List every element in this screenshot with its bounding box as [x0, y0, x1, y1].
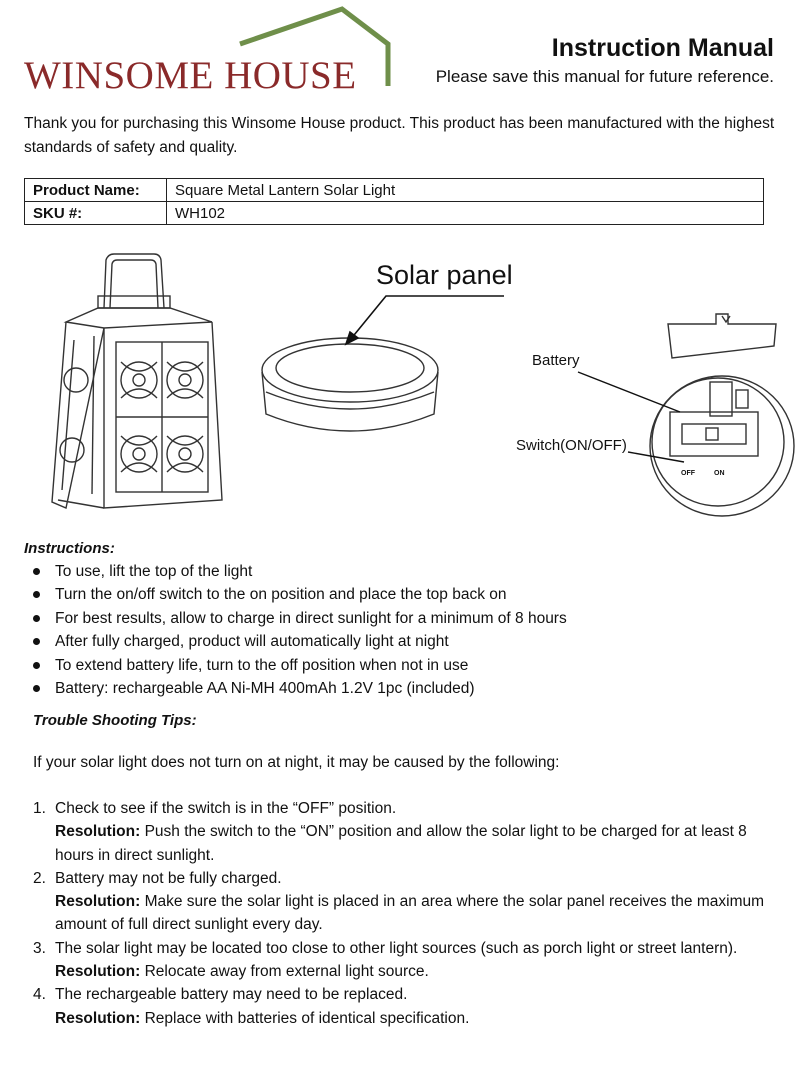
- list-item: Battery: rechargeable AA Ni-MH 400mAh 1.2V 1pc (included): [24, 677, 567, 700]
- trouble-tips-list: [33, 797, 773, 1030]
- list-item: To use, lift the top of the light: [24, 560, 567, 583]
- resolution-label: Resolution:: [55, 823, 141, 841]
- tip-resolution: [55, 820, 773, 867]
- switch-on-marking: ON: [714, 470, 725, 477]
- tip-problem: Check to see if the switch is in the “OFF” position.: [55, 800, 397, 817]
- resolution-label: Resolution:: [55, 963, 141, 981]
- switch-off-marking: OFF: [681, 470, 695, 477]
- tip-resolution: [55, 890, 773, 937]
- sku-label: SKU #:: [25, 202, 167, 225]
- solar-panel-pointer: [340, 290, 510, 346]
- resolution-label: Resolution:: [55, 893, 141, 911]
- product-info-table: [24, 178, 764, 225]
- product-name-label: Product Name:: [25, 179, 167, 202]
- intro-paragraph: Thank you for purchasing this Winsome House product. This product has been manufactured with the highest standards of safety and quality.: [24, 115, 775, 156]
- list-item: After fully charged, product will automatically light at night: [24, 630, 567, 653]
- tip-number: 4.: [33, 986, 46, 1004]
- tip-problem: Battery may not be fully charged.: [55, 869, 282, 887]
- page-subtitle: Please save this manual for future reference.: [435, 67, 774, 86]
- lantern-illustration: [44, 250, 234, 512]
- product-name-value: Square Metal Lantern Solar Light: [167, 179, 764, 202]
- list-item: To extend battery life, turn to the off position when not in use: [24, 654, 567, 677]
- resolution-text: Push the switch to the “ON” position and allow the solar light to be charged for at least 8 hours in direct sunlight.: [55, 823, 747, 864]
- page-title: Instruction Manual: [551, 34, 774, 62]
- resolution-label: Resolution:: [55, 1009, 141, 1027]
- brand-logo: [22, 6, 394, 97]
- tip-number: 3.: [33, 939, 46, 957]
- solar-panel-label: Solar panel: [376, 260, 513, 290]
- list-item: [33, 867, 773, 937]
- instructions-list: [24, 560, 567, 700]
- brand-name: WINSOME HOUSE: [24, 54, 357, 97]
- battery-label: Battery: [532, 352, 580, 369]
- resolution-text: Replace with batteries of identical specification.: [144, 1009, 470, 1027]
- trouble-heading: Trouble Shooting Tips:: [33, 712, 197, 729]
- tip-resolution: [55, 1007, 773, 1030]
- trouble-intro: If your solar light does not turn on at night, it may be caused by the following:: [33, 754, 560, 771]
- resolution-text: Relocate away from external light source.: [144, 963, 429, 981]
- tip-number: 2.: [33, 869, 46, 887]
- list-item: [33, 983, 773, 1030]
- sku-value: WH102: [167, 202, 764, 225]
- tip-resolution: [55, 960, 773, 983]
- table-row: [25, 179, 764, 202]
- list-item: Turn the on/off switch to the on position and place the top back on: [24, 583, 567, 606]
- list-item: For best results, allow to charge in direct sunlight for a minimum of 8 hours: [24, 607, 567, 630]
- instructions-heading: Instructions:: [24, 540, 115, 557]
- solar-panel-illustration: [256, 330, 446, 442]
- list-item: [33, 797, 773, 867]
- resolution-text: Make sure the solar light is placed in an area where the solar panel receives the maximum amount of full direct sunlight every day.: [55, 893, 765, 934]
- list-item: [33, 937, 773, 984]
- tip-problem: The rechargeable battery may need to be replaced.: [55, 986, 408, 1004]
- table-row: [25, 202, 764, 225]
- tip-number: 1.: [33, 800, 46, 817]
- switch-label: Switch(ON/OFF): [516, 437, 627, 454]
- tip-problem: The solar light may be located too close to other light sources (such as porch light or street lantern).: [55, 939, 738, 957]
